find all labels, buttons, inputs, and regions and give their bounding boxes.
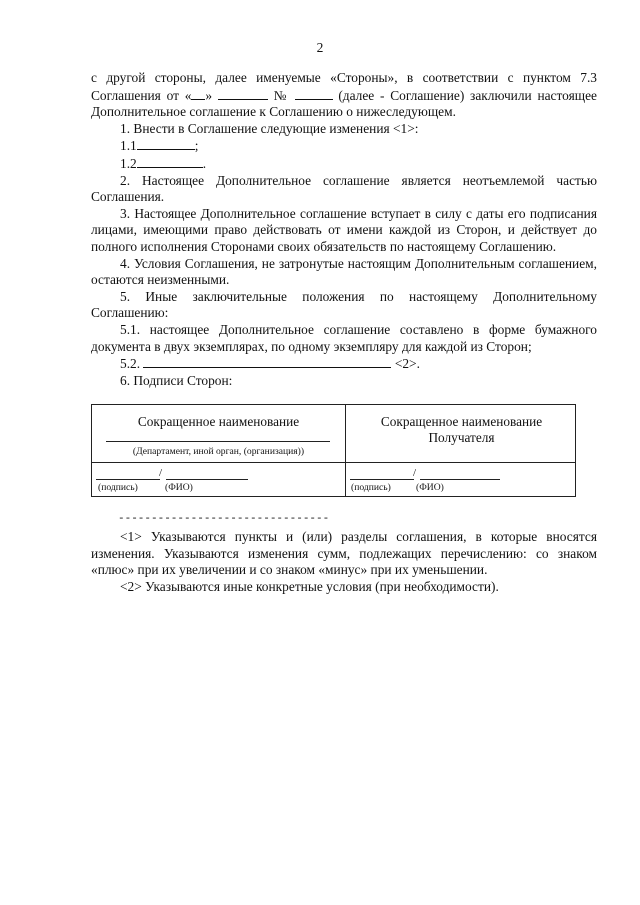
item-1-1-end: ; bbox=[194, 138, 199, 154]
item-1-1-label: 1.1 bbox=[120, 138, 137, 154]
left-party-title: Сокращенное наименование bbox=[137, 414, 300, 429]
item-6: 6. Подписи Сторон: bbox=[120, 372, 233, 388]
intro-line-1: с другой стороны, далее именуемые «Стороны», в соответствии с пунктом 7.3 bbox=[91, 70, 597, 85]
item-3: 3. Настоящее Дополнительное соглашение вступает в силу с даты его подписания лицами, имеющими право действовать от имени каждой из Сторон, и действует до полного исполнения Сторонами своих обязательств по настоящему Соглашению. bbox=[91, 205, 597, 254]
item-5-2 bbox=[91, 355, 597, 373]
intro-number-sign: № bbox=[273, 87, 289, 103]
item-2: 2. Настоящее Дополнительное соглашение является неотъемлемой частью Соглашения. bbox=[91, 172, 597, 205]
item-5-2-end: <2>. bbox=[394, 356, 420, 372]
item-5-1: 5.1. настоящее Дополнительное соглашение составлено в форме бумажного документа в двух экземплярах, по одному экземпляру для каждой из Сторон; bbox=[91, 321, 597, 354]
month-blank bbox=[218, 87, 268, 100]
right-signature-line[interactable] bbox=[350, 479, 414, 480]
item-1-2 bbox=[91, 155, 597, 173]
table-row-divider bbox=[92, 462, 575, 463]
footnote-2: <2> Указываются иные конкретные условия (при необходимости). bbox=[120, 578, 499, 594]
item-4: 4. Условия Соглашения, не затронутые настоящим Дополнительным соглашением, остаются неизменными. bbox=[91, 255, 597, 288]
right-sign-label: (подпись) bbox=[351, 482, 391, 493]
intro-quote-close: » bbox=[205, 87, 213, 103]
item-1: 1. Внести в Соглашение следующие изменения <1>: bbox=[120, 120, 419, 136]
item-1-1-blank bbox=[137, 137, 195, 150]
item-1-2-blank bbox=[137, 155, 203, 168]
day-blank bbox=[191, 87, 205, 100]
agreement-body bbox=[91, 70, 597, 389]
right-slash: / bbox=[413, 467, 417, 479]
left-party-name-line bbox=[106, 441, 330, 442]
item-1-2-label: 1.2 bbox=[120, 155, 137, 171]
intro-line-2 bbox=[91, 87, 597, 105]
left-slash: / bbox=[159, 467, 163, 479]
signature-table bbox=[91, 404, 576, 497]
footnote-1: <1> Указываются пункты и (или) разделы соглашения, в которые вносятся изменения. Указываются изменения сумм, подлежащих перечислению: со знаком «плюс» при их увеличении и со знаком «минус» при их уменьшении. bbox=[91, 529, 597, 578]
item-5-2-blank bbox=[143, 355, 391, 368]
item-5-2-label: 5.2. bbox=[120, 356, 141, 372]
right-party-title-line-1: Сокращенное наименование bbox=[380, 414, 543, 429]
right-fio-label: (ФИО) bbox=[416, 482, 444, 493]
footnote-separator: -------------------------------- bbox=[118, 513, 330, 525]
number-blank bbox=[295, 87, 333, 100]
left-sign-label: (подпись) bbox=[98, 482, 138, 493]
left-fio-label: (ФИО) bbox=[165, 482, 193, 493]
footnotes bbox=[91, 529, 597, 595]
item-5: 5. Иные заключительные положения по настоящему Дополнительному Соглашению: bbox=[91, 288, 597, 321]
page-number: 2 bbox=[316, 40, 324, 55]
intro-line-2-suffix: (далее - Соглашение) заключили настоящее bbox=[338, 87, 597, 103]
left-party-caption: (Департамент, иной орган, (организация)) bbox=[132, 446, 305, 457]
right-fio-line[interactable] bbox=[420, 479, 500, 480]
left-signature-line[interactable] bbox=[96, 479, 160, 480]
right-party-title-line-2: Получателя bbox=[428, 430, 495, 445]
intro-line-3: Дополнительное соглашение к Соглашению о нижеследующем. bbox=[91, 104, 456, 120]
item-1-2-end: . bbox=[202, 155, 207, 171]
item-1-1 bbox=[91, 137, 597, 155]
left-fio-line[interactable] bbox=[166, 479, 248, 480]
intro-date-prefix: Соглашения от « bbox=[91, 87, 192, 103]
